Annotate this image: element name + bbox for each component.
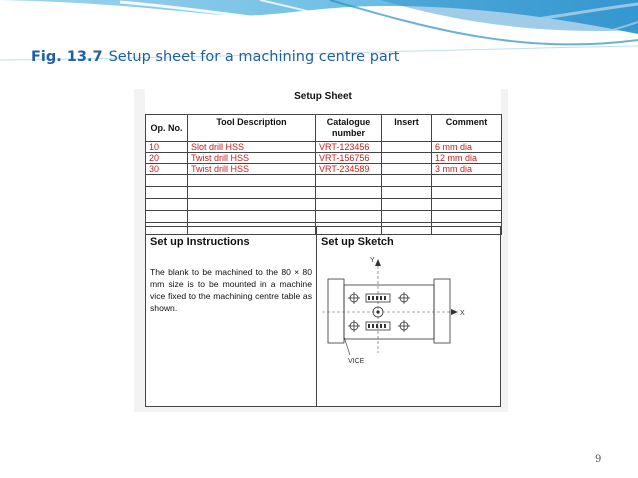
table-row (146, 153, 502, 164)
panel-divider (316, 227, 317, 407)
column-header: Op. No. (146, 115, 188, 142)
setup-sketch-heading: Set up Sketch (321, 236, 394, 248)
figure-caption: Setup sheet for a machining centre part (108, 49, 400, 65)
table-header-row (146, 115, 502, 142)
empty-row (146, 187, 502, 199)
catalogue-number-cell: VRT-156756 (316, 153, 382, 164)
op-number-cell: 10 (146, 142, 188, 153)
setup-sketch-drawing (322, 253, 472, 373)
column-header: Catalogue number (316, 115, 382, 142)
slide-title (31, 49, 399, 65)
insert-cell (382, 153, 432, 164)
catalogue-number-cell: VRT-123456 (316, 142, 382, 153)
page-number: 9 (595, 454, 602, 465)
column-header: Insert (382, 115, 432, 142)
op-number-cell: 30 (146, 164, 188, 175)
setup-instructions-heading: Set up Instructions (150, 236, 250, 248)
setup-sheet-title: Setup Sheet (294, 91, 352, 102)
figure-label: Fig. 13.7 (31, 49, 103, 65)
insert-cell (382, 142, 432, 153)
setup-sheet (145, 89, 501, 407)
tool-description-cell: Twist drill HSS (188, 164, 316, 175)
x-axis-label: X (460, 310, 465, 317)
vice-jaw-left (328, 279, 344, 343)
setup-sheet-image (134, 89, 508, 412)
column-header: Tool Description (188, 115, 316, 142)
setup-instructions-text: The blank to be machined to the 80 × 80 mm size is to be mounted in a machine vice fixed to the machining centre table as shown. (150, 267, 312, 313)
empty-row (146, 199, 502, 211)
operations-table (145, 114, 502, 235)
y-axis-arrow (375, 259, 381, 266)
insert-cell (382, 164, 432, 175)
vice-jaw-right (434, 279, 450, 343)
catalogue-number-cell: VRT-234589 (316, 164, 382, 175)
empty-row (146, 211, 502, 223)
vice-label: VICE (348, 358, 365, 365)
tool-description-cell: Slot drill HSS (188, 142, 316, 153)
setup-details-panel (145, 226, 501, 407)
op-number-cell: 20 (146, 153, 188, 164)
empty-row (146, 175, 502, 187)
tool-description-cell: Twist drill HSS (188, 153, 316, 164)
comment-cell: 12 mm dia (432, 153, 502, 164)
comment-cell: 6 mm dia (432, 142, 502, 153)
table-row (146, 142, 502, 153)
table-row (146, 164, 502, 175)
x-axis-arrow (451, 309, 458, 315)
vice-leader-line (344, 337, 350, 355)
column-header: Comment (432, 115, 502, 142)
comment-cell: 3 mm dia (432, 164, 502, 175)
y-axis-label: Y (370, 257, 375, 264)
